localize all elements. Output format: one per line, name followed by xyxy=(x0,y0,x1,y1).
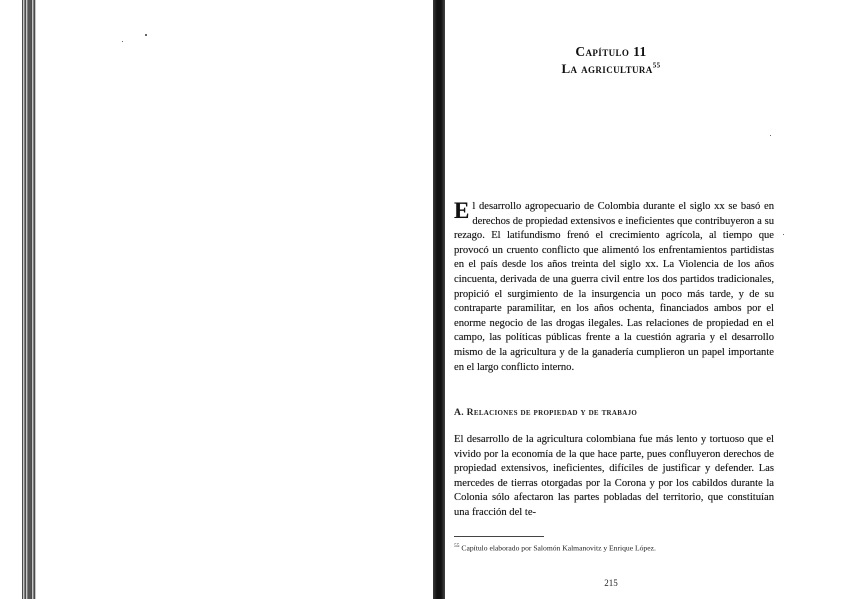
book-gutter xyxy=(433,0,445,599)
scan-speck xyxy=(145,34,147,36)
page-number: 215 xyxy=(604,578,618,588)
chapter-subtitle xyxy=(446,61,776,77)
paragraph-1-text: l desarrollo agropecuario de Colombia durante el siglo xx se basó en derechos de propiedad extensivos e ineficientes que contribuyeron a su rezago. El latifundismo frenó el crecimiento agrícola, al tiempo que provocó un cruento conflicto que alimentó los enfrentamientos partidistas en el país desde los años treinta del siglo xx. La Violencia de los años cincuenta, derivada de una guerra civil entre los dos partidos tradicionales, propició el surgimiento de la insurgencia un poco más tarde, y de su contraparte paramilitar, en los años ochenta, financiados ambos por el enorme negocio de las drogas ilegales. Las relaciones de propiedad en el campo, las políticas públicas frente a la cuestión agraria y el desarrollo mismo de la agricultura y de la ganadería cumplieron un papel importante en el largo conflicto interno. xyxy=(454,201,774,373)
footnote xyxy=(454,543,774,553)
drop-cap: E xyxy=(454,198,470,223)
paragraph-1 xyxy=(454,200,774,375)
chapter-subtitle-text: La agricultura xyxy=(561,61,653,76)
chapter-footnote-mark: 55 xyxy=(652,61,661,70)
section-heading: A. Relaciones de propiedad y de trabajo xyxy=(454,407,638,418)
footnote-text: Capítulo elaborado por Salomón Kalmanovitz y Enrique López. xyxy=(461,543,656,553)
right-page xyxy=(446,0,848,599)
footnote-divider xyxy=(454,536,544,537)
chapter-title: Capítulo 11 xyxy=(575,44,647,59)
footnote-mark: 55 xyxy=(454,543,460,549)
paragraph-2: El desarrollo de la agricultura colombiana fue más lento y tortuoso que el vivido por la economía de la que hace parte, pues confluyeron derechos de propiedad extensivos, ineficientes, difíciles de justificar y defender. Las mercedes de tierras otorgadas por la Corona y por los cabildos durante la Colonia sólo afectaron las partes pobladas del territorio, que constituían una fracción del te- xyxy=(454,434,774,517)
left-binding-edge xyxy=(28,0,31,599)
scan-speck xyxy=(122,41,123,42)
